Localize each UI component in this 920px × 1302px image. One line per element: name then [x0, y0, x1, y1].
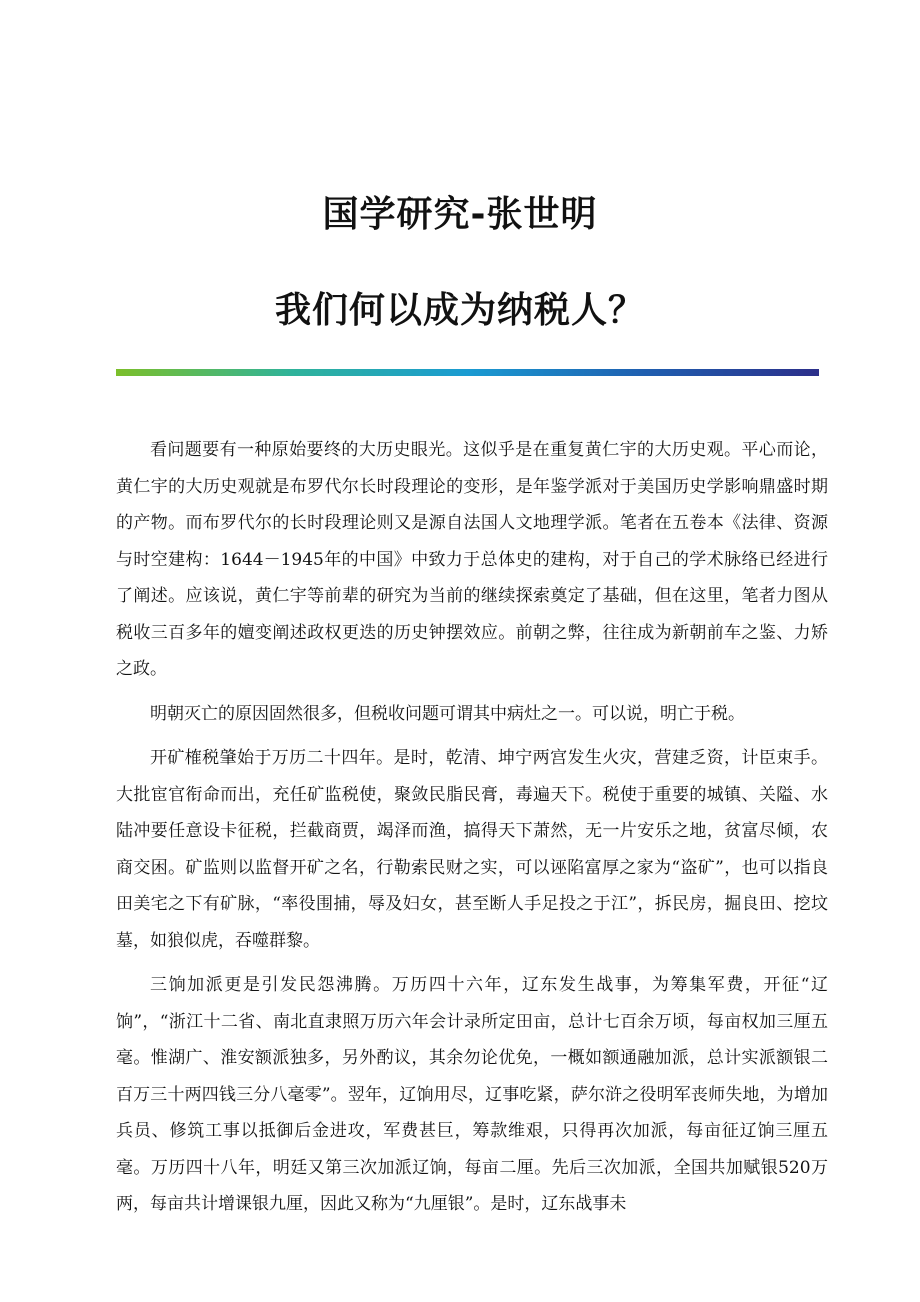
- paragraph: 看问题要有一种原始要终的大历史眼光。这似乎是在重复黄仁宇的大历史观。平心而论，黄仁宇的大历史观就是布罗代尔长时段理论的变形，是年鉴学派对于美国历史学影响鼎盛时期的产物。而布罗代尔的长时段理论则又是源自法国人文地理学派。笔者在五卷本《法律、资源与时空建构：1644－1945年的中国》中致力于总体史的建构，对于自己的学术脉络已经进行了阐述。应该说，黄仁宇等前辈的研究为当前的继续探索奠定了基础，但在这里，笔者力图从税收三百多年的嬗变阐述政权更迭的历史钟摆效应。前朝之弊，往往成为新朝前车之鉴、力矫之政。: [116, 440, 828, 679]
- article-title: 我们何以成为纳税人？: [274, 290, 645, 331]
- paragraph: 明朝灭亡的原因固然很多，但税收问题可谓其中病灶之一。可以说，明亡于税。: [150, 703, 745, 724]
- gradient-divider: [116, 369, 819, 376]
- paragraph: 三饷加派更是引发民怨沸腾。万历四十六年，辽东发生战事，为筹集军费，开征“辽饷”，“浙江十二省、南北直隶照万历六年会计录所定田亩，总计七百余万顷，每亩权加三厘五毫。惟湖广、淮安额派独多，另外酌议，其余勿论优免，一概如额通融加派，总计实派额银二百万三十两四钱三分八毫零”。翌年，辽饷用尽，辽事吃紧，萨尔浒之役明军丧师失地，为增加兵员、修筑工事以抵御后金进攻，军费甚巨，筹款维艰，只得再次加派，每亩征辽饷三厘五毫。万历四十八年，明廷又第三次加派辽饷，每亩二厘。先后三次加派，全国共加赋银520万两，每亩共计增课银九厘，因此又称为“九厘银”。是时，辽东战事未: [116, 975, 828, 1214]
- page-title: 国学研究-张世明: [322, 194, 598, 235]
- paragraph: 开矿榷税肇始于万历二十四年。是时，乾清、坤宁两宫发生火灾，营建乏资，计臣束手。大批宦官衔命而出，充任矿监税使，聚敛民脂民膏，毒遍天下。税使于重要的城镇、关隘、水陆冲要任意设卡征税，拦截商贾，竭泽而渔，搞得天下萧然，无一片安乐之地，贫富尽倾，农商交困。矿监则以监督开矿之名，行勒索民财之实，可以诬陷富厚之家为“盗矿”，也可以指良田美宅之下有矿脉，“率役围捕，辱及妇女，甚至断人手足投之于江”，拆民房，掘良田、挖坟墓，如狼似虎，吞噬群黎。: [116, 748, 828, 951]
- article-body: [116, 432, 828, 1231]
